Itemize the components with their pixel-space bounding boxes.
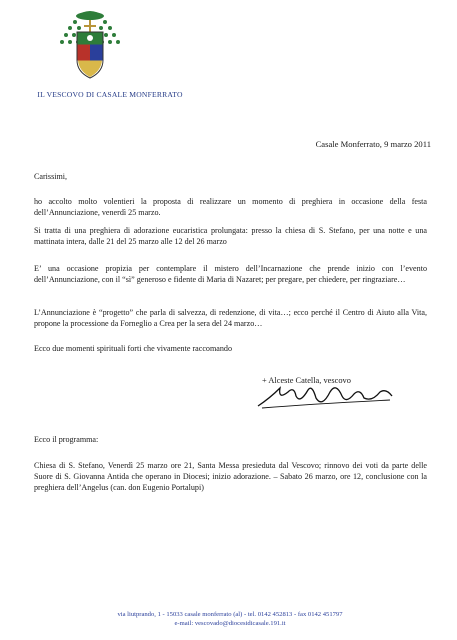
paragraph-4: L’Annunciazione è “progetto” che parla di salvezza, di redenzione, di vita…; ecco perché il Centro di Aiuto alla Vita, propone la processione da Forneglio a Crea per la sera del 24 marzo… bbox=[34, 308, 427, 328]
footer-email: e-mail: vescovado@diocesidicasale.191.it bbox=[174, 620, 286, 627]
paragraph-2: Si tratta di una preghiera di adorazione eucaristica prolungata: presso la chiesa di S. Stefano, per una notte e una mattinata intera, dalle 21 del 25 marzo alle 12 del 26 marzo bbox=[34, 226, 427, 246]
footer-address: via liutprando, 1 - 15033 casale monferrato (al) - tel. 0142 452813 - fax 0142 451797 bbox=[117, 611, 343, 618]
paragraph-1: ho accolto molto volentieri la proposta di realizzare un momento di preghiera in occasione della festa dell’Annunciazione, venerdì 25 marzo. bbox=[34, 197, 427, 217]
episcopal-coat-of-arms bbox=[55, 8, 125, 86]
handwritten-signature bbox=[250, 378, 400, 412]
paragraph-3: E’ una occasione propizia per contemplare il mistero dell’Incarnazione che prende inizio con l’evento dell’Annunciazione, con il “sì” generoso e fidente di Maria di Nazaret; per pregare, per chiedere, per ringraziare… bbox=[34, 264, 427, 284]
letterhead-title: IL VESCOVO DI CASALE MONFERRATO bbox=[37, 90, 183, 99]
program-heading: Ecco il programma: bbox=[34, 435, 99, 444]
paragraph-5: Ecco due momenti spirituali forti che vivamente raccomando bbox=[34, 344, 233, 353]
greeting: Carissimi, bbox=[34, 172, 68, 181]
printed-signature: + Alceste Catella, vescovo bbox=[262, 376, 351, 385]
letter-date: Casale Monferrato, 9 marzo 2011 bbox=[315, 139, 431, 149]
program-text: Chiesa di S. Stefano, Venerdì 25 marzo ore 21, Santa Messa presieduta dal Vescovo; rinnovo dei voti da parte delle Suore di S. Giovanna Antida che operano in Diocesi; inizio adorazione. – Sabato 26 marzo, ore 12, conclusione con la preghiera dell’Angelus (can. don Eugenio Portalupi) bbox=[34, 461, 427, 492]
